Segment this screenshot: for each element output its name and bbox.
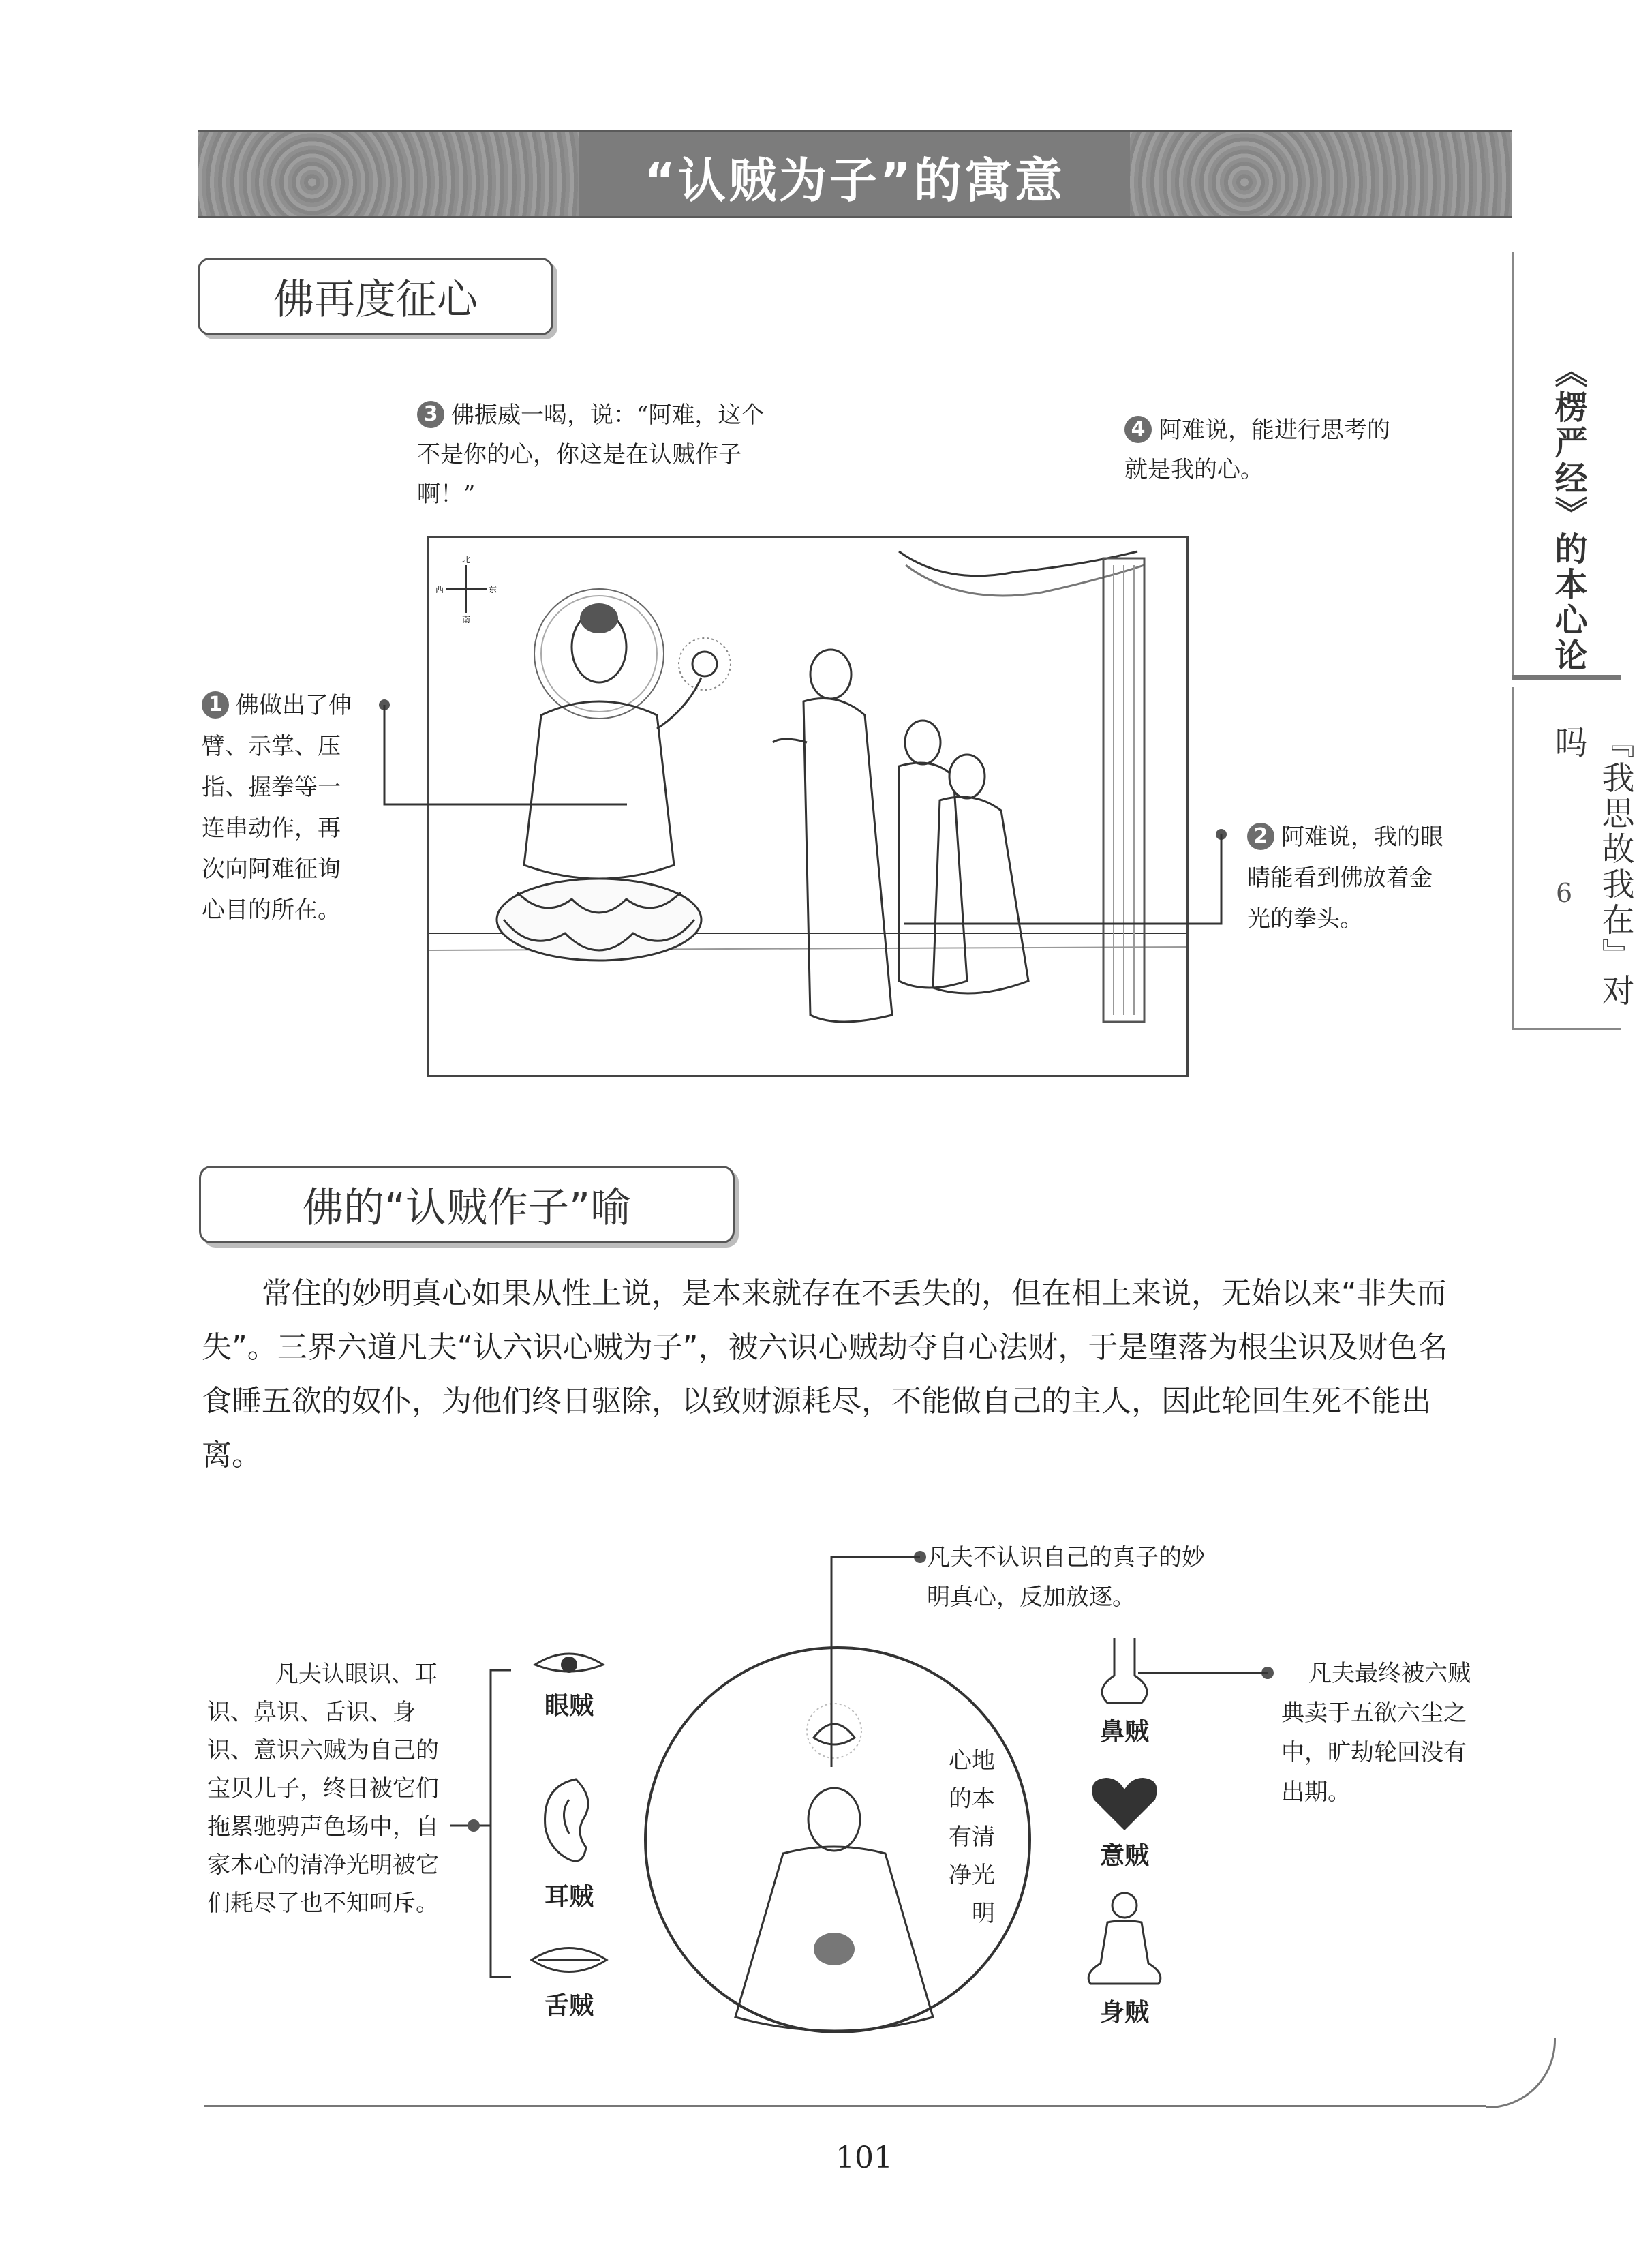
tab-divider — [1512, 675, 1621, 680]
heart-icon — [1087, 1772, 1162, 1834]
topic-title: 『我思故我在』对吗 — [1549, 725, 1634, 1009]
caption-2: 2 阿难说，我的眼睛能看到佛放着金光的拳头。 — [1247, 823, 1443, 933]
page-title: “认贼为子”的寓意 — [643, 153, 1065, 209]
ear-icon — [528, 1772, 610, 1875]
number-badge-2: 2 — [1247, 823, 1274, 850]
mind-thief-label: 意贼 — [1099, 1842, 1149, 1870]
body-paragraph: 常住的妙明真心如果从性上说，是本来就存在不丢失的，但在相上来说，无始以来“非失而失”。三界六道凡夫“认六识心贼为子”，被六识心贼劫夺自心法财，于是堕落为根尘识及财色名食睡五欲的奴仆，为他们终日驱除，以致财源耗尽，不能做自己的主人，因此轮回生死不能出离。 — [202, 1276, 1448, 1472]
caption-3: 3 佛振威一喝，说：“阿难，这个不是你的心，你这是在认贼作子啊！” — [417, 402, 765, 508]
ear-thief — [518, 1772, 620, 1912]
ananda-figure — [773, 650, 892, 1022]
nose-thief — [1080, 1635, 1169, 1747]
number-badge-3: 3 — [417, 401, 444, 428]
tab-divider-bottom — [1512, 1028, 1621, 1030]
topic-tab — [1512, 687, 1634, 1028]
diagram-right-note: 凡夫最终被六贼典卖于五欲六尘之中，旷劫轮回没有出期。 — [1281, 1660, 1471, 1806]
eye-icon — [528, 1643, 610, 1684]
top-note-leader — [825, 1542, 934, 1774]
caption-2-leader — [897, 825, 1238, 934]
bottom-rule — [204, 2105, 1486, 2107]
svg-text:西: 西 — [435, 585, 444, 594]
title-banner — [198, 130, 1512, 218]
mouth-icon — [525, 1936, 613, 1984]
body-thief — [1073, 1888, 1176, 2028]
body-icon — [1077, 1888, 1172, 1991]
section-heading-2: 佛的“认贼作子”喻 — [199, 1166, 735, 1243]
tongue-thief-label: 舌贼 — [544, 1992, 594, 2020]
diagram-top-note: 凡夫不认识自己的真子的妙明真心，反加放逐。 — [927, 1544, 1205, 1611]
nose-thief-label: 鼻贼 — [1099, 1718, 1149, 1746]
right-note-leader — [1131, 1663, 1281, 1684]
number-badge-1: 1 — [202, 691, 229, 719]
eye-thief — [518, 1643, 620, 1721]
number-badge-4: 4 — [1124, 416, 1152, 443]
svg-text:北: 北 — [462, 555, 471, 564]
section-heading-1: 佛再度征心 — [198, 258, 553, 335]
left-bracket — [443, 1636, 518, 1997]
diagram-left-note: 凡夫认眼识、耳识、鼻识、舌识、身识、意识六贼为自己的宝贝儿子，终日被它们拖累驰骋声色场中，自家本心的清净光明被它们耗尽了也不知呵斥。 — [207, 1661, 439, 1917]
chapter-number: 6 — [1556, 878, 1573, 908]
chapter-title: 《楞严经》的本心论 — [1549, 354, 1587, 674]
compass-icon — [435, 555, 497, 624]
svg-text:南: 南 — [462, 615, 471, 624]
center-text: 心地的本有清净光明 — [949, 1747, 995, 1927]
page-number: 101 — [836, 2141, 893, 2175]
caption-4: 4 阿难说，能进行思考的就是我的心。 — [1124, 417, 1390, 483]
mind-thief — [1080, 1772, 1169, 1871]
body-thief-label: 身贼 — [1099, 1999, 1149, 2027]
caption-1: 1 佛做出了伸臂、示掌、压指、握拳等一连串动作，再次向阿难征询心目的所在。 — [202, 692, 352, 924]
eye-thief-label: 眼贼 — [544, 1692, 594, 1720]
svg-text:东: 东 — [489, 585, 497, 594]
caption-1-leader — [368, 695, 641, 818]
tongue-thief — [518, 1936, 620, 2021]
bottom-rule-corner — [1486, 2038, 1556, 2108]
alms-bowl-icon — [814, 1933, 855, 1965]
ear-thief-label: 耳贼 — [544, 1883, 594, 1911]
